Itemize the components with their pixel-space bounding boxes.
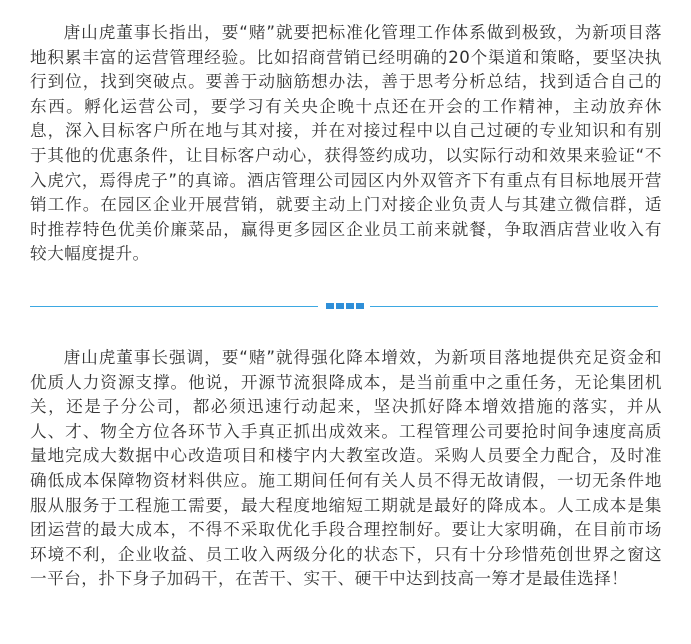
divider-line-left (30, 306, 318, 307)
paragraph-chairman-points: 唐山虎董事长指出，要“赌”就要把标准化管理工作体系做到极致，为新项目落地积累丰富的运营管理经验。比如招商营销已经明确的20个渠道和策略，要坚决执行到位，找到突破点。要善于动脑筋想办法，善于思考分析总结，找到适合自己的东西。孵化运营公司，要学习有关央企晚十点还在开会的工作精神，主动放弃休息，深入目标客户所在地与其对接，并在对接过程中以自己过硬的专业知识和有别于其他的优惠条件，让目标客户动心，获得签约成功，以实际行动和效果来验证“不入虎穴，焉得虎子”的真谛。酒店管理公司园区内外双管齐下有重点有目标地展开营销工作。在园区企业开展营销，就要主动上门对接企业负责人与其建立微信群，适时推荐特色优美价廉菜品，赢得更多园区企业员工前来就餐，争取酒店营业收入有较大幅度提升。 (30, 23, 662, 264)
divider-dot (326, 303, 334, 309)
divider-dot (346, 303, 354, 309)
divider-dots-ornament (326, 303, 366, 311)
section-divider (30, 303, 658, 311)
divider-line-right (370, 306, 658, 307)
paragraph-chairman-emphasis: 唐山虎董事长强调，要“赌”就得强化降本增效，为新项目落地提供充足资金和优质人力资源支撑。他说，开源节流狠降成本，是当前重中之重任务，无论集团机关，还是子分公司，都必须迅速行动起来，坚决抓好降本增效措施的落实，并从人、才、物全方位各环节入手真正抓出成效来。工程管理公司要抢时间争速度高质量地完成大数据中心改造项目和楼宇内大教室改造。采购人员要全力配合，及时准确低成本保障物资材料供应。施工期间任何有关人员不得无故请假，一切无条件地服从服务于工程施工需要，最大程度地缩短工期就是最好的降成本。人工成本是集团运营的最大成本，不得不采取优化手段合理控制好。要让大家明确，在目前市场环境不利，企业收益、员工收入两级分化的状态下，只有十分珍惜苑创世界之窗这一平台，扑下身子加码干，在苦干、实干、硬干中达到技高一筹才是最佳选择！ (30, 348, 662, 589)
divider-dot (356, 303, 364, 309)
divider-dot (336, 303, 344, 309)
